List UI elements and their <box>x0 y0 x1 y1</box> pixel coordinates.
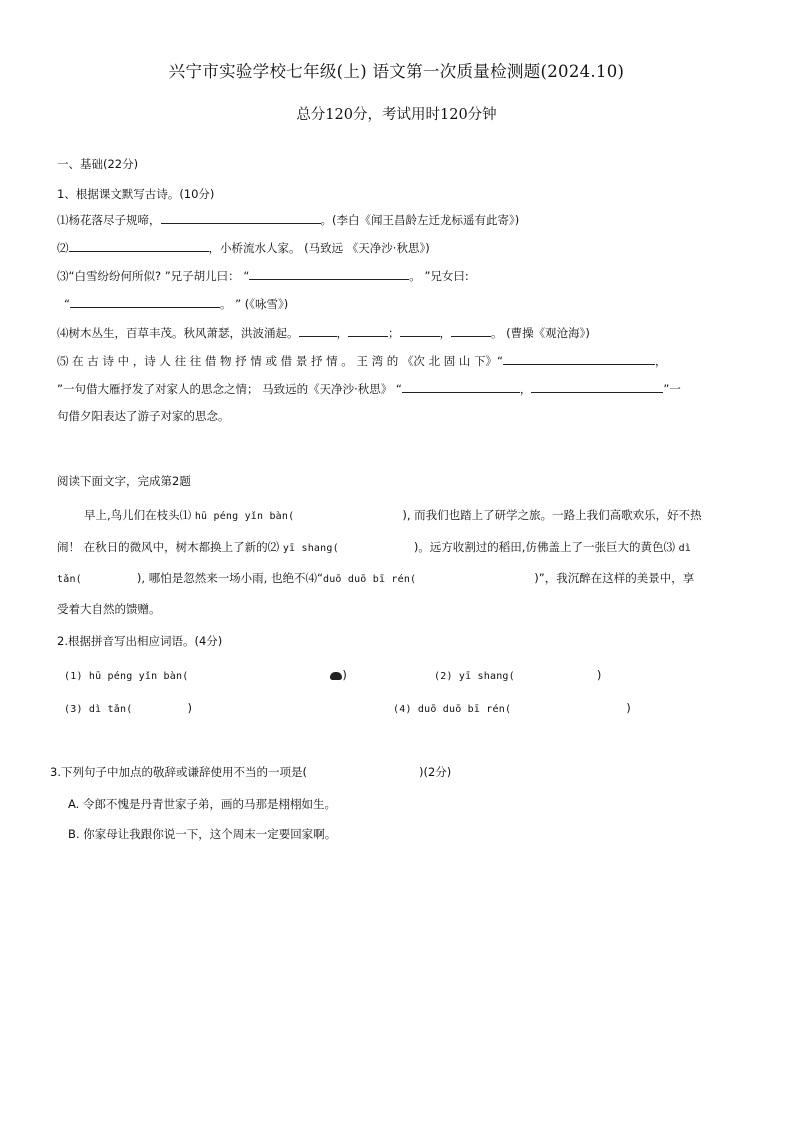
mouse-icon <box>330 672 342 680</box>
q1-line-4-post: 。 ” (《咏雪》) <box>219 297 289 311</box>
pinyin-duo-duo: duō duō bī rén( <box>322 574 417 585</box>
blank-10[interactable] <box>402 380 520 393</box>
q1-line-7-c: ”一 <box>663 382 681 396</box>
reading-line-4: 受着大自然的馈赠。 <box>57 602 161 616</box>
pinyin-tan: tǎn( <box>57 574 82 585</box>
reading-line-1-b: ), 而我们也踏上了研学之旅。一路上我们高歌欢乐，好不热 <box>402 508 702 522</box>
q1-line-1-post: 。(李白《闻王昌龄左迁龙标遥有此寄》) <box>320 213 520 227</box>
q3-option-b: B. 你家母让我跟你说一下，这个周末一定要回家啊。 <box>68 827 337 841</box>
reading-line-1-a: 早上,鸟儿们在枝头⑴ <box>84 508 195 522</box>
q2-item-2 <box>434 668 601 682</box>
q2-item-3 <box>64 701 192 715</box>
q1-line-5-b: ， <box>336 326 348 340</box>
q2-item-1-end: ) <box>342 668 347 682</box>
q1-line-3-pre: ⑶“白雪纷纷何所似? ”兄子胡儿曰： “ <box>57 269 250 283</box>
q1-line-4 <box>64 295 288 312</box>
q2-item-1 <box>64 668 347 682</box>
q3-stem-end: )(2分) <box>418 765 452 779</box>
section-heading: 一、基础(22分) <box>57 157 139 171</box>
q1-line-6-a: ⑸ 在 古 诗 中 ，诗 人 往 往 借 物 抒 情 或 借 景 抒 情 。 王 湾 的 《次 北 固 山 下》“ <box>57 354 503 368</box>
blank-2[interactable] <box>69 239 209 252</box>
blank-1[interactable] <box>161 211 321 224</box>
q1-line-5-c: ； <box>388 326 400 340</box>
q3-stem-text: 3.下列句子中加点的敬辞或谦辞使用不当的一项是( <box>50 765 307 779</box>
q2-item-4-pinyin: (4) duō duō bī rén( <box>393 704 512 715</box>
page-title: 兴宁市实验学校七年级(上) 语文第一次质量检测题(2024.10) <box>168 62 625 81</box>
q2-item-2-pinyin: (2) yī shang( <box>434 671 515 682</box>
q2-item-1-pinyin: (1) hū péng yǐn bàn( <box>64 671 189 682</box>
q1-line-2-post: ，小桥流水人家。 (马致远 《天净沙·秋思》) <box>208 241 430 255</box>
q3-stem <box>50 764 451 780</box>
reading-line-2-a: 闹！ 在秋日的微风中，树木都换上了新的⑵ <box>57 540 283 554</box>
q1-line-3-post: 。 ”兄女曰: <box>409 269 469 283</box>
q1-line-5-e: 。 (曹操《观沧海》) <box>491 326 590 340</box>
reading-line-2-b: )。远方收割过的稻田,仿佛盖上了一张巨大的黄色⑶ <box>413 540 679 554</box>
blank-9[interactable] <box>503 352 655 365</box>
page-subtitle: 总分120分，考试用时120分钟 <box>296 107 497 123</box>
q2-item-3-end: ) <box>187 701 192 715</box>
q1-line-1 <box>57 211 519 228</box>
q1-line-3 <box>57 267 469 284</box>
q1-line-2 <box>57 239 430 256</box>
q1-line-5-d: ， <box>439 326 451 340</box>
q1-line-2-pre: ⑵ <box>57 241 69 255</box>
q3-option-a: A. 令郎不愧是丹青世家子弟，画的马那是栩栩如生。 <box>68 797 336 811</box>
q1-line-6-b: ， <box>655 354 667 368</box>
q1-line-7 <box>57 380 681 397</box>
reading-line-3-a: ), 哪怕是忽然来一场小雨, 也绝不⑷“ <box>136 571 323 585</box>
q1-line-1-pre: ⑴杨花落尽子规啼， <box>57 213 161 227</box>
q2-stem: 2.根据拼音写出相应词语。(4分) <box>57 634 223 648</box>
blank-6[interactable] <box>348 324 388 337</box>
blank-4[interactable] <box>70 295 220 308</box>
q1-line-7-b: ， <box>519 382 532 396</box>
q2-item-3-pinyin: (3) dì tǎn( <box>64 704 133 715</box>
q1-line-7-a: ”一句借大雁抒发了对家人的思念之情； 马致远的《天净沙·秋思》 “ <box>57 382 402 396</box>
blank-3[interactable] <box>249 267 409 280</box>
q2-item-4 <box>393 701 631 715</box>
blank-5[interactable] <box>299 324 337 337</box>
pinyin-hu-peng: hū péng yǐn bàn( <box>194 511 295 522</box>
reading-line-3-b: )”，我沉醉在这样的美景中，享 <box>534 571 695 585</box>
q2-item-4-end: ) <box>626 701 631 715</box>
q1-line-5 <box>57 324 590 341</box>
q1-line-8: 句借夕阳表达了游子对家的思念。 <box>57 409 230 423</box>
blank-7[interactable] <box>400 324 440 337</box>
reading-line-3 <box>57 570 694 586</box>
q2-item-2-end: ) <box>596 668 602 682</box>
q1-line-4-pre: “ <box>64 297 70 311</box>
q1-line-5-a: ⑷树木丛生，百草丰茂。秋风萧瑟，洪波涌起。 <box>57 326 299 340</box>
reading-line-1 <box>84 507 702 523</box>
reading-line-2 <box>57 539 691 555</box>
reading-intro: 阅读下面文字，完成第2题 <box>57 474 191 488</box>
blank-11[interactable] <box>531 380 663 393</box>
blank-8[interactable] <box>451 324 491 337</box>
pinyin-yi-shang: yī shang( <box>282 543 339 554</box>
q1-stem: 1、根据课文默写古诗。(10分) <box>57 187 215 201</box>
pinyin-di: dì <box>678 543 692 554</box>
q1-line-6 <box>57 352 667 369</box>
